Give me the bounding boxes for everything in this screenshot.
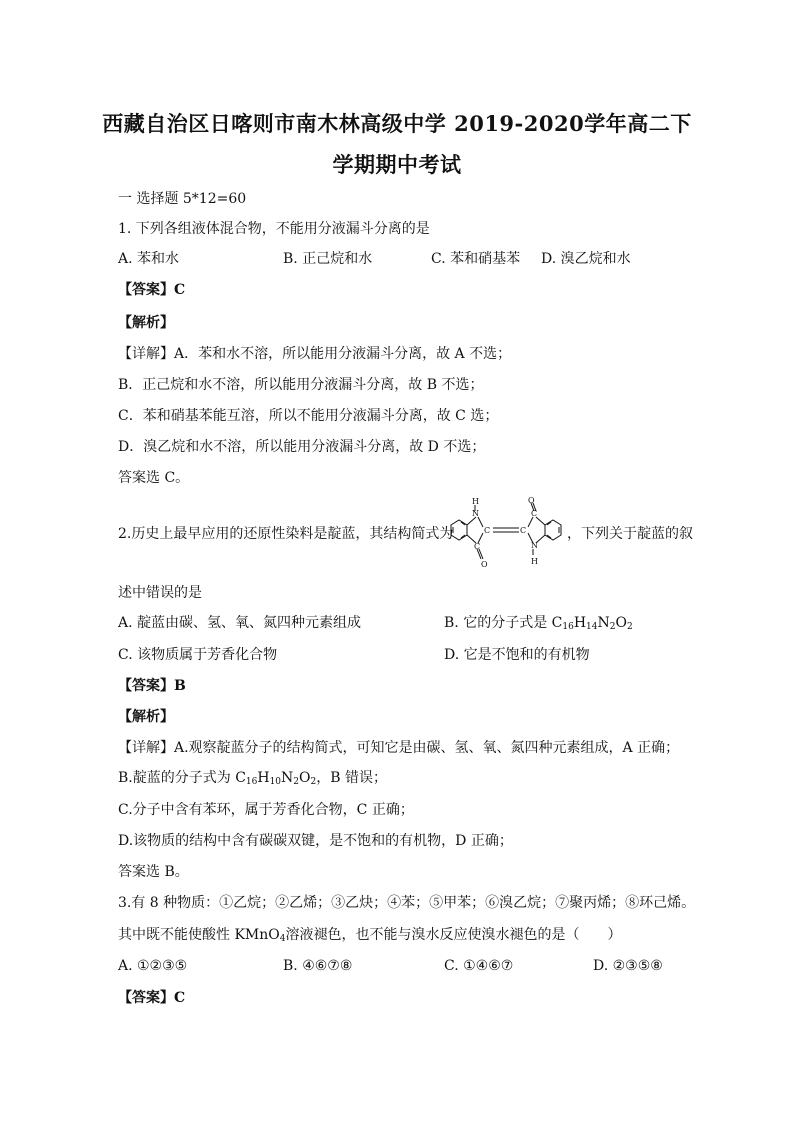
q1-detail-4: D．溴乙烷和水不溶，所以能用分液漏斗分离，故 D 不选； — [118, 439, 486, 455]
q3-answer: 【答案】C — [118, 990, 186, 1006]
q1-option-b: B. 正己烷和水 — [283, 251, 373, 267]
atom-label-o-bottom: O — [481, 560, 488, 569]
atom-label-h-top: H — [472, 497, 479, 506]
q2-detail-2: B.靛蓝的分子式为 $C_{16}H_{10}N_2O_2$，B 错误； — [118, 770, 387, 787]
q2-detail-3: C.分子中含有苯环，属于芳香化合物，C 正确； — [118, 802, 414, 818]
q1-answer: 【答案】C — [118, 282, 186, 298]
q1-option-d: D. 溴乙烷和水 — [541, 251, 631, 267]
q2-option-b: B. 它的分子式是 $C_{16}H_{14}N_2O_2$ — [444, 615, 633, 632]
q3-stem-line1: 3.有 8 种物质：①乙烷；②乙烯；③乙炔；④苯；⑤甲苯；⑥溴乙烷；⑦聚丙烯；⑧环己烯。 — [118, 895, 696, 911]
q3-option-d: D. ②③⑤⑧ — [593, 958, 663, 974]
document-title-line1: 西藏自治区日喀则市南木林高级中学 2019-2020学年高二下 — [102, 111, 692, 136]
q1-detail-1: 【详解】A．苯和水不溶，所以能用分液漏斗分离，故 A 不选； — [118, 346, 512, 362]
section-heading: 一 选择题 5*12=60 — [118, 191, 247, 207]
atom-label-c-left: C — [484, 526, 491, 535]
q3-option-a: A. ①②③⑤ — [118, 958, 188, 974]
q2-option-d: D. 它是不饱和的有机物 — [444, 647, 590, 663]
document-title-line2: 学期期中考试 — [332, 152, 462, 177]
atom-label-c-top: C — [531, 509, 538, 518]
q2-stem-continued: 述中错误的是 — [118, 585, 202, 601]
indigo-structure-diagram — [445, 497, 567, 571]
q1-detail-5: 答案选 C。 — [118, 470, 190, 486]
q2-stem-after: ，下列关于靛蓝的叙 — [567, 526, 693, 542]
atom-label-c-bottom: C — [474, 542, 481, 551]
atom-label-h-bottom: H — [531, 557, 538, 566]
q2-detail-5: 答案选 B。 — [118, 864, 189, 880]
q2-detail-1: 【详解】A.观察靛蓝分子的结构简式，可知它是由碳、氢、氧、氮四种元素组成，A 正确； — [118, 740, 680, 756]
q3-stem-line2: 其中既不能使酸性 KMnO$_4$溶液褪色，也不能与溴水反应使溴水褪色的是（ ） — [118, 927, 622, 944]
q1-detail-3: C．苯和硝基苯能互溶，所以不能用分液漏斗分离，故 C 选； — [118, 408, 499, 424]
q2-option-c: C. 该物质属于芳香化合物 — [118, 647, 278, 663]
q2-analysis-label: 【解析】 — [118, 709, 174, 725]
q1-detail-2: B．正己烷和水不溶，所以能用分液漏斗分离，故 B 不选； — [118, 377, 484, 393]
q2-answer: 【答案】B — [118, 678, 186, 694]
q1-analysis-label: 【解析】 — [118, 315, 174, 331]
q2-detail-4: D.该物质的结构中含有碳碳双键，是不饱和的有机物，D 正确； — [118, 833, 513, 849]
atom-label-n-bottom: N — [531, 541, 538, 550]
q3-option-b: B. ④⑥⑦⑧ — [283, 958, 353, 974]
atom-label-c-right: C — [520, 526, 527, 535]
atom-label-n-top: N — [472, 509, 479, 518]
q2-option-a: A. 靛蓝由碳、氢、氧、氮四种元素组成 — [118, 615, 362, 631]
q3-option-c: C. ①④⑥⑦ — [444, 958, 514, 974]
atom-label-o-top: O — [528, 497, 535, 505]
q1-stem: 1. 下列各组液体混合物，不能用分液漏斗分离的是 — [118, 221, 430, 237]
q2-stem-before: 2.历史上最早应用的还原性染料是靛蓝，其结构简式为 — [118, 526, 454, 542]
q1-option-c: C. 苯和硝基苯 — [431, 251, 521, 267]
q1-option-a: A. 苯和水 — [118, 251, 180, 267]
